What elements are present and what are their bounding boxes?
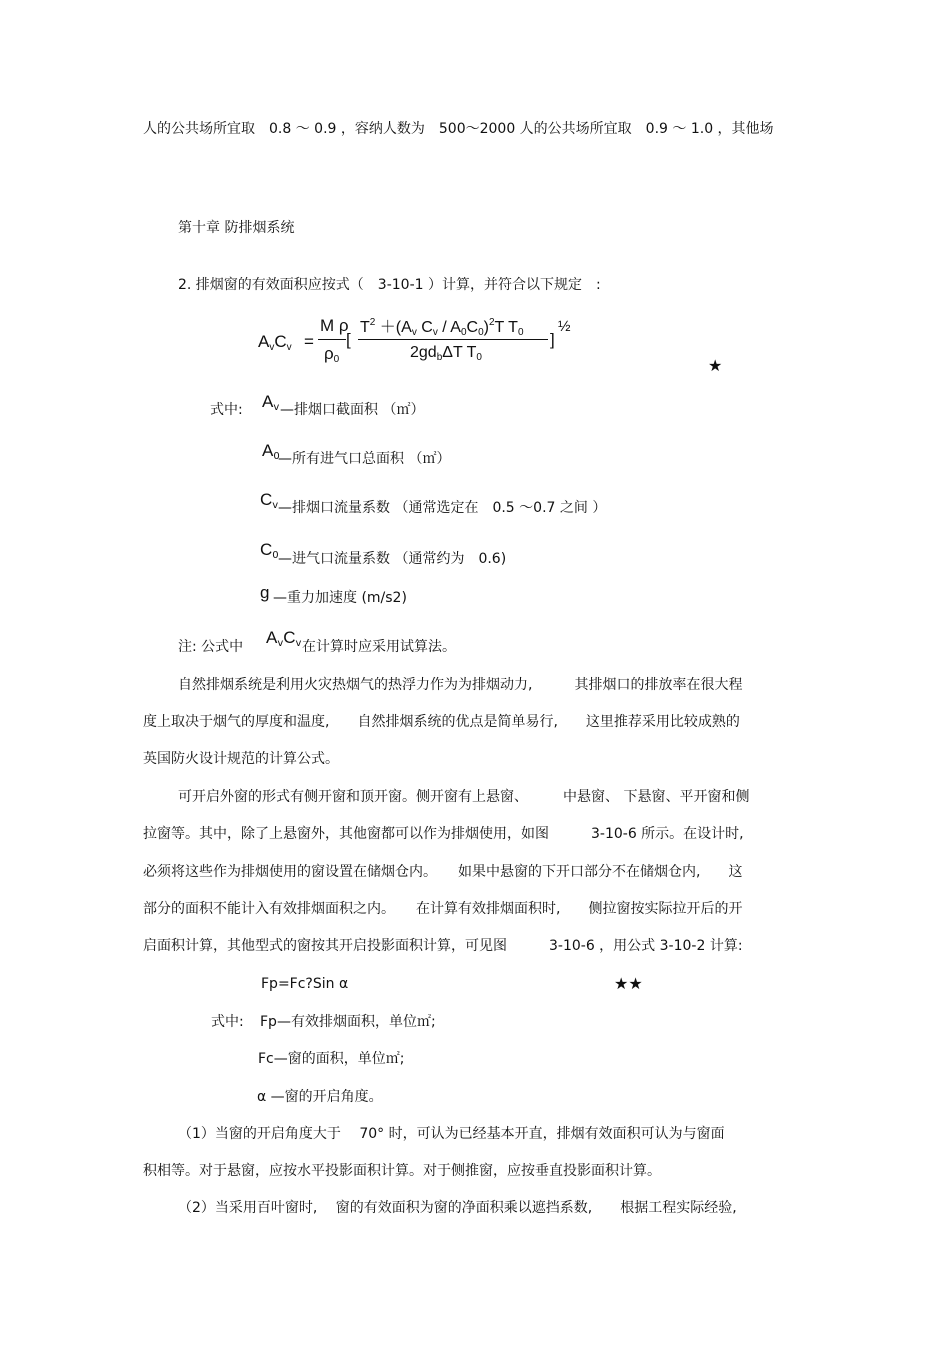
formula-left-bracket: [: [346, 330, 351, 349]
chapter-title: 第十章 防排烟系统: [178, 220, 295, 236]
item-heading: 2. 排烟窗的有效面积应按式（ 3-10-1 ）计算，并符合以下规定 :: [178, 277, 601, 293]
formula-3-10-2: Fp=Fc?Sin α: [261, 976, 349, 992]
formula-equals: =: [304, 332, 314, 351]
paragraph-line: 必须将这些作为排烟使用的窗设置在储烟仓内。 如果中悬窗的下开口部分不在储烟仓内, 这: [143, 864, 743, 880]
formula-denominator: $2gd_b\Delta T$ $T_0$: [410, 344, 482, 363]
definition-cv: —排烟口流量系数 （通常选定在 0.5 ～0.7 之间 ）: [278, 500, 607, 516]
note-text: 在计算时应采用试算法。: [302, 639, 456, 655]
definition-g: —重力加速度 (m/s2): [273, 590, 407, 606]
formula-numerator: $T^2 +(A_v$ $C_v / A_0C_0)^2T$ $T_0$: [360, 317, 524, 338]
paragraph-line: 自然排烟系统是利用火灾热烟气的热浮力作为为排烟动力, 其排烟口的排放率在很大程: [178, 677, 743, 693]
star-icon: ★: [708, 356, 723, 375]
definition-c0: —进气口流量系数 （通常约为 0.6): [278, 551, 507, 567]
formula-3-10-1: [258, 312, 588, 372]
formula-rho0: $\rho_0$: [324, 344, 340, 365]
definition-fp: Fp—有效排烟面积，单位㎡;: [260, 1014, 436, 1030]
definition-label: 式中:: [210, 402, 243, 418]
fraction-bar: [318, 339, 346, 340]
symbol-c0: $C_0$: [260, 540, 279, 561]
symbol-a0: $A_0$: [262, 441, 280, 462]
definition-label: 式中:: [211, 1014, 244, 1030]
paragraph-line: 人的公共场所宜取 0.8 ～ 0.9 ，容纳人数为 500～2000 人的公共场所宜取 0.9 ～ 1.0 ，其他场: [143, 121, 774, 137]
note-symbol: $A_vC_v$: [266, 628, 302, 649]
paragraph-line: （1）当窗的开启角度大于 70° 时，可认为已经基本开直，排烟有效面积可认为与窗面: [178, 1126, 725, 1142]
symbol-g: g: [260, 583, 270, 602]
definition-fc: Fc—窗的面积，单位㎡;: [258, 1051, 405, 1067]
paragraph-line: （2）当采用百叶窗时, 窗的有效面积为窗的净面积乘以遮挡系数, 根据工程实际经验,: [178, 1200, 737, 1216]
formula-right-bracket: ]: [550, 330, 555, 349]
paragraph-line: 拉窗等。其中，除了上悬窗外，其他窗都可以作为排烟使用，如图 3-10-6 所示。在设计时,: [143, 826, 744, 842]
note-prefix: 注: 公式中: [178, 639, 244, 655]
formula-lhs: $A_vC_v$: [258, 332, 292, 353]
paragraph-line: 启面积计算，其他型式的窗按其开启投影面积计算，可见图 3-10-6 ，用公式 3-10-2 计算:: [143, 938, 743, 954]
double-star-icon: ★★: [614, 974, 643, 993]
paragraph-line: 可开启外窗的形式有侧开窗和顶开窗。侧开窗有上悬窗、 中悬窗、 下悬窗、平开窗和侧: [178, 789, 750, 805]
symbol-cv: $C_v$: [260, 490, 279, 511]
formula-m: M ρ: [320, 316, 349, 335]
paragraph-line: 度上取决于烟气的厚度和温度, 自然排烟系统的优点是简单易行, 这里推荐采用比较成熟的: [143, 714, 740, 730]
formula-power: ½: [558, 318, 571, 335]
paragraph-line: 英国防火设计规范的计算公式。: [143, 751, 339, 767]
paragraph-line: 部分的面积不能计入有效排烟面积之内。 在计算有效排烟面积时, 侧拉窗按实际拉开后的开: [143, 901, 743, 917]
definition-alpha: α —窗的开启角度。: [257, 1089, 383, 1105]
fraction-bar: [358, 339, 548, 340]
paragraph-line: 积相等。对于悬窗，应按水平投影面积计算。对于侧推窗，应按垂直投影面积计算。: [143, 1163, 661, 1179]
definition-a0: —所有进气口总面积 （㎡）: [278, 451, 451, 467]
symbol-av: $A_v$: [262, 392, 280, 413]
definition-av: —排烟口截面积 （㎡）: [280, 402, 425, 418]
